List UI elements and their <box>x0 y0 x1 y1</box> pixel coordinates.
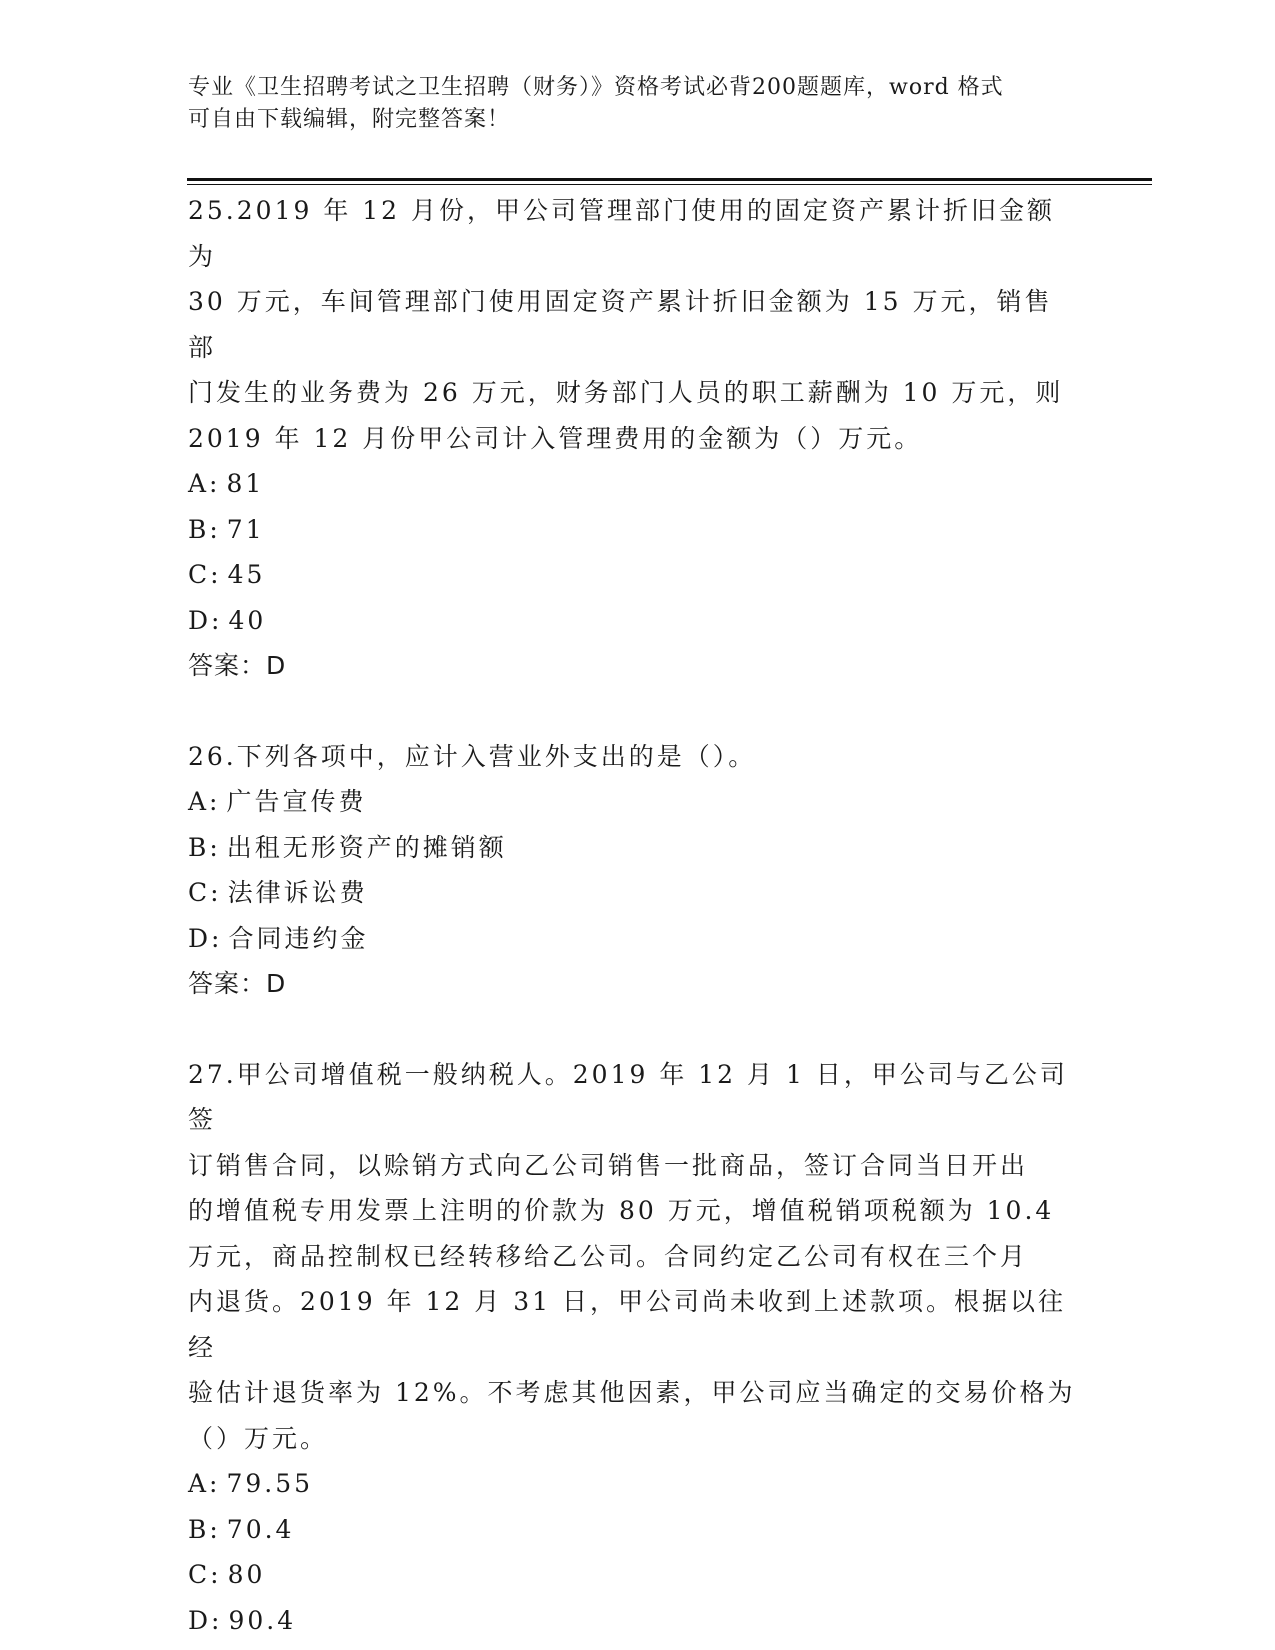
question-spacer <box>188 1007 1088 1052</box>
document-header <box>188 72 1068 136</box>
option-d <box>188 598 1088 644</box>
option-text: 80 <box>227 1560 266 1589</box>
option-label: D: <box>188 1605 223 1635</box>
stem-line: 内退货。2019 年 12 月 31 日，甲公司尚未收到上述款项。根据以往经 <box>188 1287 1066 1362</box>
option-label: B: <box>188 514 221 544</box>
option-d <box>188 1598 1088 1644</box>
option-text: 合同违约金 <box>228 923 369 953</box>
stem-line: 万元，商品控制权已经转移给乙公司。合同约定乙公司有权在三个月 <box>188 1241 1029 1271</box>
option-label: C: <box>188 878 222 907</box>
answer-line: 答案：D <box>188 969 287 998</box>
stem-line: 25.2019 年 12 月份，甲公司管理部门使用的固定资产累计折旧金额为 <box>188 196 1056 271</box>
option-text: 40 <box>228 605 267 635</box>
stem-line: （）万元。 <box>188 1423 329 1453</box>
option-label: D: <box>188 923 223 953</box>
stem-line: 的增值税专用发票上注明的价款为 80 万元，增值税销项税额为 10.4 <box>188 1196 1055 1225</box>
option-label: C: <box>188 1560 222 1589</box>
option-a <box>188 779 1088 825</box>
option-label: B: <box>188 832 221 862</box>
option-c <box>188 552 1088 598</box>
option-text: 广告宣传费 <box>226 787 367 816</box>
header-line-2: 可自由下载编辑，附完整答案！ <box>188 107 511 132</box>
stem-line: 30 万元，车间管理部门使用固定资产累计折旧金额为 15 万元，销售部 <box>188 287 1053 362</box>
stem-line: 26.下列各项中，应计入营业外支出的是（）。 <box>188 741 757 771</box>
question-spacer <box>188 689 1088 734</box>
option-b <box>188 825 1088 871</box>
stem-line: 验估计退货率为 12%。不考虑其他因素，甲公司应当确定的交易价格为 <box>188 1378 1076 1407</box>
option-text: 81 <box>226 469 265 498</box>
option-text: 法律诉讼费 <box>227 878 368 907</box>
option-text: 90.4 <box>228 1605 297 1635</box>
option-text: 出租无形资产的摊销额 <box>226 832 507 862</box>
option-label: C: <box>188 560 222 589</box>
header-line-1: 专业《卫生招聘考试之卫生招聘（财务）》资格考试必背200题题库，word 格式 <box>188 75 1004 100</box>
stem-line: 2019 年 12 月份甲公司计入管理费用的金额为（）万元。 <box>188 423 923 453</box>
header-divider-thick <box>187 178 1152 181</box>
question-25 <box>188 188 1088 689</box>
option-c <box>188 870 1088 916</box>
option-text: 79.55 <box>226 1469 314 1498</box>
question-list <box>188 188 1088 1643</box>
option-text: 71 <box>226 514 265 544</box>
option-b <box>188 1507 1088 1553</box>
option-label: A: <box>188 1469 221 1498</box>
stem-line: 订销售合同，以赊销方式向乙公司销售一批商品，签订合同当日开出 <box>188 1150 1029 1180</box>
option-text: 45 <box>227 560 266 589</box>
option-c <box>188 1552 1088 1598</box>
question-27 <box>188 1052 1088 1644</box>
option-label: A: <box>188 469 221 498</box>
option-a <box>188 461 1088 507</box>
option-a <box>188 1461 1088 1507</box>
question-stem <box>188 1052 1078 1462</box>
stem-line: 27.甲公司增值税一般纳税人。2019 年 12 月 1 日，甲公司与乙公司签 <box>188 1059 1068 1134</box>
option-text: 70.4 <box>226 1514 295 1544</box>
stem-line: 门发生的业务费为 26 万元，财务部门人员的职工薪酬为 10 万元，则 <box>188 378 1064 407</box>
option-label: B: <box>188 1514 221 1544</box>
option-label: D: <box>188 605 223 635</box>
question-26 <box>188 734 1088 1007</box>
option-d <box>188 916 1088 962</box>
question-stem <box>188 188 1078 461</box>
header-divider-thin <box>187 184 1152 185</box>
question-stem <box>188 734 1078 780</box>
option-label: A: <box>188 787 221 816</box>
answer-line: 答案：D <box>188 651 287 680</box>
option-b <box>188 507 1088 553</box>
